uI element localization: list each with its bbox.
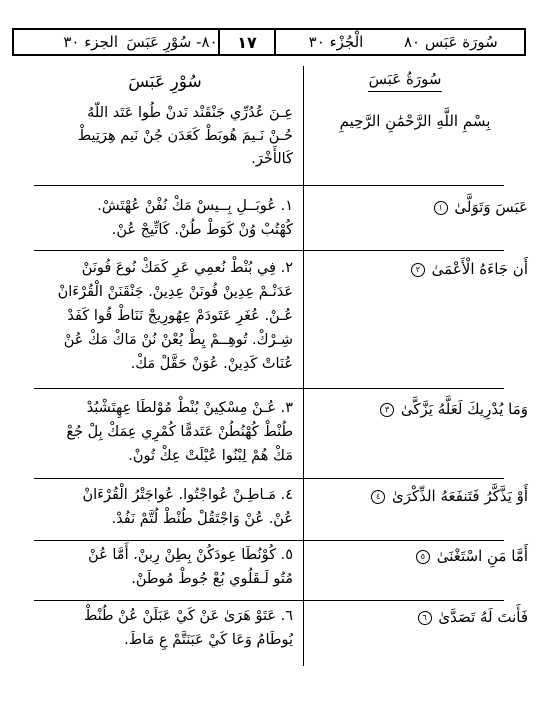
verse-5-line-1: ٥. كُوْنُطَا عِودَكُنْ بِطِنْ رِبنْ. أَمَّا عُنْ [88,547,293,563]
verse-arabic-4 [308,487,528,505]
basmala: بِسْمِ اللَّهِ الرَّحْمَٰنِ الرَّحِيمِ [339,112,491,130]
verse-2-line-4: شِـرْكْ. تُوهِــمْ يِطْ يُعْنْ نُنْ مَاكْ مَكْ عُنْ [63,332,293,348]
verse-arabic-3 [308,400,528,418]
verse-separator [34,185,504,186]
verse-number-marker: ٥ [416,550,430,564]
verse-2-line-2: عَدَنْـمْ عِدِينْ فُونَنْ عِدِينْ. جَنْقَنَنْ الْقُرْءَانْ [57,284,293,300]
verse-arabic-2 [308,260,528,278]
header-juz-left: الجزء ٣٠ [63,33,118,51]
verse-separator [34,388,504,389]
intro-line-2: حُـنْ نَـيمَ هُوبَطْ كَعَدَن جُنْ نَيم هِرَتِيطْ [77,128,293,144]
verse-5-line-2: مُتُو لَـقَلُوي بُعْ جُوطْ مُوطَنْ. [131,571,293,587]
header-page-number: ١٧ [218,30,276,54]
translation-title: سُوْرِ عَبَسَ [128,72,202,92]
verse-separator [34,250,504,251]
verse-separator [34,540,504,541]
verse-number-marker: ٦ [418,611,432,625]
header-surah-name: سُورَة عَبَس ٨٠ [404,33,498,51]
verse-1-line-2: كُهْتُبْ وُنْ كَوَطْ طُنْ. كَاتِّيجْ عُنْ. [111,222,293,238]
verse-arabic-text: أَوْ يَذَّكَّرُ فَتَنفَعَهُ الذِّكْرَىٰ [391,487,528,505]
verse-4-line-2: عُنْ. عُنْ وَاجْتَقُلْ طُنْطْ لُتَّمْ نَفُدْ. [111,511,293,527]
verse-arabic-text: وَمَا يُدْرِيكَ لَعَلَّهُ يَزَّكَّىٰ [400,400,528,418]
intro-line-3: كَالأَخْرَ. [251,151,293,167]
verse-separator [34,478,504,479]
verse-separator [34,600,504,601]
verse-6-line-2: يُوطَامُ وَعَا كَيْ عَبَنَتَّمْ عِ مَاطَ. [124,632,293,648]
page-header [12,28,526,56]
surah-title-underline [368,91,442,92]
verse-number-marker: ٣ [380,403,394,417]
verse-number-marker: ٤ [371,490,385,504]
verse-2-line-1: ٢. فِي بُنْطْ نُعمِي عَرِ كَمَكْ نُوعَ فُونَنْ [81,260,293,276]
verse-arabic-text: أَن جَاءَهُ الْأَعْمَىٰ [431,260,528,278]
verse-arabic-text: عَبَسَ وَتَوَلَّىٰ [454,198,528,216]
verse-1-line-1: ١. عُوبَــلِ بِــيسْ مَكْ نُفْنْ عُهْتَشْ. [97,198,293,214]
header-surah-translit: ٨٠- سُوْرِ عَبَسَ [126,33,218,51]
intro-line-1: عِـنَ عُدُرِّي جَنْقَنْد نَدنْ طُوا عَتَد اللّهُ [87,105,293,121]
verse-2-line-3: عُـنْ. عُغَرِ عَتَودَمْ عِهُورِيجْ نَنَاطْ قُوا كَفَدْ [67,308,293,324]
verse-6-line-1: ٦. عَتَوْ هَرَىٰ عَنْ كَيْ عَبَلَنْ عُنْ طُنْطْ [83,608,293,624]
verse-2-line-5: عُنَاتْ كَدِينْ. عُوَنْ حَقَّلْ مَكْ. [130,356,293,372]
verse-arabic-text: أَمَّا مَنِ اسْتَغْنَىٰ [436,547,528,565]
verse-3-line-1: ٣. عُـنْ مِسْكِينْ بُنْطْ مُوْلطَا عِهِتَشْبُدْ [86,400,293,416]
verse-arabic-1 [308,198,528,216]
verse-arabic-5 [308,547,528,565]
header-juz-arabic: الْجُزْء ٣٠ [308,33,364,51]
verse-number-marker: ٢ [411,263,425,277]
verse-4-line-1: ٤. مَـاطِـنْ عُواجْتُوا. عُواجَتْرُ الْقُرْءَانْ [82,487,293,503]
column-divider [303,66,304,666]
verse-3-line-2: طُنْطْ كُهْنُطُنْ عَتَدمًّا كُمْرِي عِمَكْ بِلْ جُعْ [66,424,293,440]
verse-3-line-3: مَكْ هُمْ لِبْنُوا عُيْلَتْ عِكْ تُونْ. [128,448,293,464]
verse-number-marker: ١ [434,201,448,215]
verse-arabic-6 [308,608,528,626]
surah-title: سُورَةُ عَبَسَ [368,70,442,88]
verse-arabic-text: فَأَنتَ لَهُ تَصَدَّىٰ [438,608,528,626]
